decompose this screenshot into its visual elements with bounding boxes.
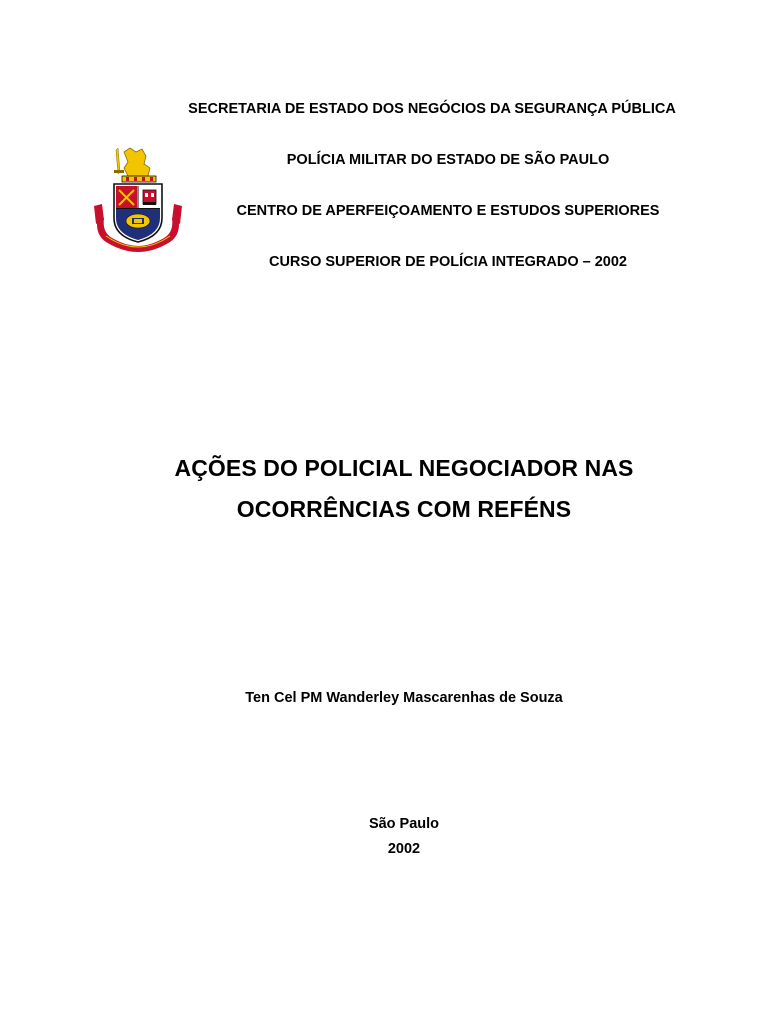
coat-of-arms-icon — [92, 146, 184, 256]
document-title-line1: AÇÕES DO POLICIAL NEGOCIADOR NAS — [174, 455, 634, 481]
header-policia-militar: POLÍCIA MILITAR DO ESTADO DE SÃO PAULO — [286, 152, 610, 168]
place-city: São Paulo — [368, 816, 440, 832]
author-name: Ten Cel PM Wanderley Mascarenhas de Souza — [245, 690, 563, 706]
header-curso: CURSO SUPERIOR DE POLÍCIA INTEGRADO – 2002 — [268, 254, 627, 270]
publication-year: 2002 — [387, 841, 421, 857]
header-secretaria: SECRETARIA DE ESTADO DOS NEGÓCIOS DA SEGURANÇA PÚBLICA — [188, 101, 676, 117]
header-centro: CENTRO DE APERFEIÇOAMENTO E ESTUDOS SUPERIORES — [236, 203, 660, 219]
document-title-line2: OCORRÊNCIAS COM REFÉNS — [236, 496, 572, 522]
